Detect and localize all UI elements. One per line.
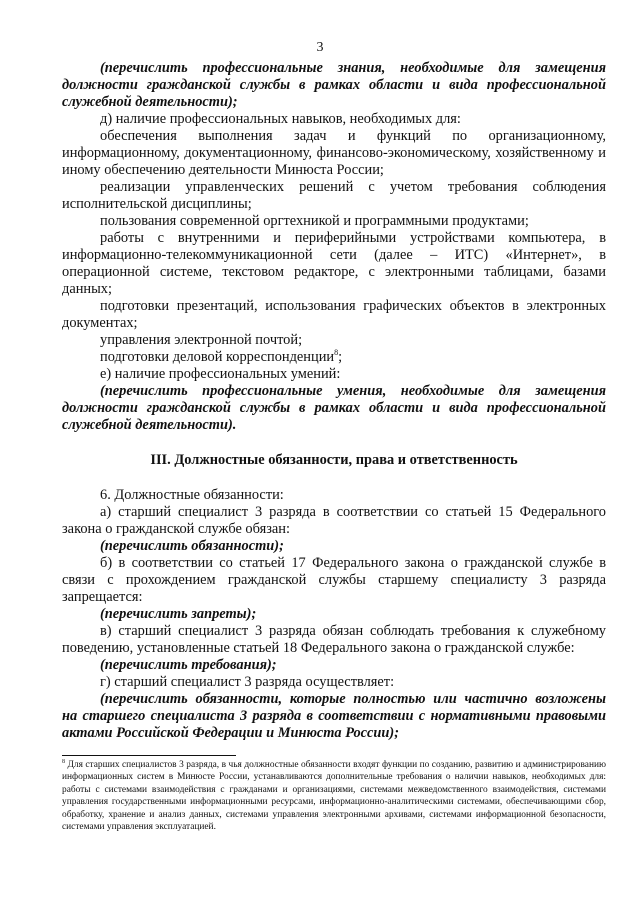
skill-support: обеспечения выполнения задач и функций по организационному, информационному, документационному, финансово-экономическому, хозяйственному и иному обеспечению деятельности Минюста России; [62, 128, 606, 178]
footnote-mark: 8 [62, 759, 65, 765]
skill-correspondence-end: ; [338, 349, 343, 365]
instruction-assigned-duties-cont: на старшего специалиста 3 разряда в соответствии с нормативными правовыми актами Российской Федерации и Минюста России); [62, 708, 606, 741]
skill-management: реализации управленческих решений с учетом требования соблюдения исполнительской дисциплины; [62, 179, 606, 212]
instruction-assigned-duties: (перечислить обязанности, которые полностью или частично возложены [100, 691, 606, 707]
item-v: в) старший специалист 3 разряда обязан соблюдать требования к служебному поведению, установленные статьей 18 Федерального закона о гражданской службе: [62, 623, 606, 656]
section-heading: III. Должностные обязанности, права и ответственность [150, 452, 518, 468]
footnote-separator [62, 755, 236, 756]
skill-computer: работы с внутренними и периферийными устройствами компьютера, в информационно-телекоммуникационной сети (далее – ИТС) «Интернет», в операционной системе, текстовом редакторе, с электронными таблицами, базами данных; [62, 230, 606, 297]
instruction-abilities: (перечислить профессиональные умения, необходимые для замещения должности гражданской службы в рамках области и вида профессиональной служебной деятельности). [62, 383, 606, 433]
skill-email: управления электронной почтой; [100, 332, 303, 348]
instruction-knowledge: (перечислить профессиональные знания, необходимые для замещения должности гражданской службы в рамках области и вида профессиональной служебной деятельности); [62, 60, 606, 110]
footnote [62, 759, 606, 833]
item-b: б) в соответствии со статьей 17 Федерального закона о гражданской службе в связи с прохождением гражданской службы старшему специалисту 3 разряда запрещается: [62, 555, 606, 605]
item-d: д) наличие профессиональных навыков, необходимых для: [100, 111, 461, 127]
instruction-prohibitions: (перечислить запреты); [100, 606, 257, 622]
duties-title: 6. Должностные обязанности: [100, 487, 284, 503]
skill-correspondence [62, 349, 606, 366]
footnote-ref: 8 [334, 348, 339, 357]
instruction-requirements: (перечислить требования); [100, 657, 277, 673]
footnote-text: Для старших специалистов 3 разряда, в чья должностные обязанности входят функции по созданию, развитию и администрированию информационных систем в Минюсте России, устанавливаются дополнительные требования о наличии навыков, необходимых для: работы с системами взаимодействия с гражданами и организациями, системами межведомственного взаимодействия, системами управления государственными информационными ресурсами, информационно-аналитическими системами, обеспечивающими сбор, обработку, хранение и анализ данных, системами управления электронными архивами, системами информационной безопасности, системами управления эксплуатацией. [62, 760, 607, 833]
item-a: а) старший специалист 3 разряда в соответствии со статьей 15 Федерального закона о гражданской службе обязан: [62, 504, 606, 537]
item-e: е) наличие профессиональных умений: [100, 366, 341, 382]
page-number: 3 [316, 40, 324, 55]
item-g: г) старший специалист 3 разряда осуществляет: [100, 674, 395, 690]
skill-presentations: подготовки презентаций, использования графических объектов в электронных документах; [62, 298, 606, 331]
page-body [62, 60, 606, 742]
skill-correspondence-text: подготовки деловой корреспонденции [100, 349, 335, 365]
skill-office-equipment: пользования современной оргтехникой и программными продуктами; [100, 213, 529, 229]
instruction-duties: (перечислить обязанности); [100, 538, 284, 554]
